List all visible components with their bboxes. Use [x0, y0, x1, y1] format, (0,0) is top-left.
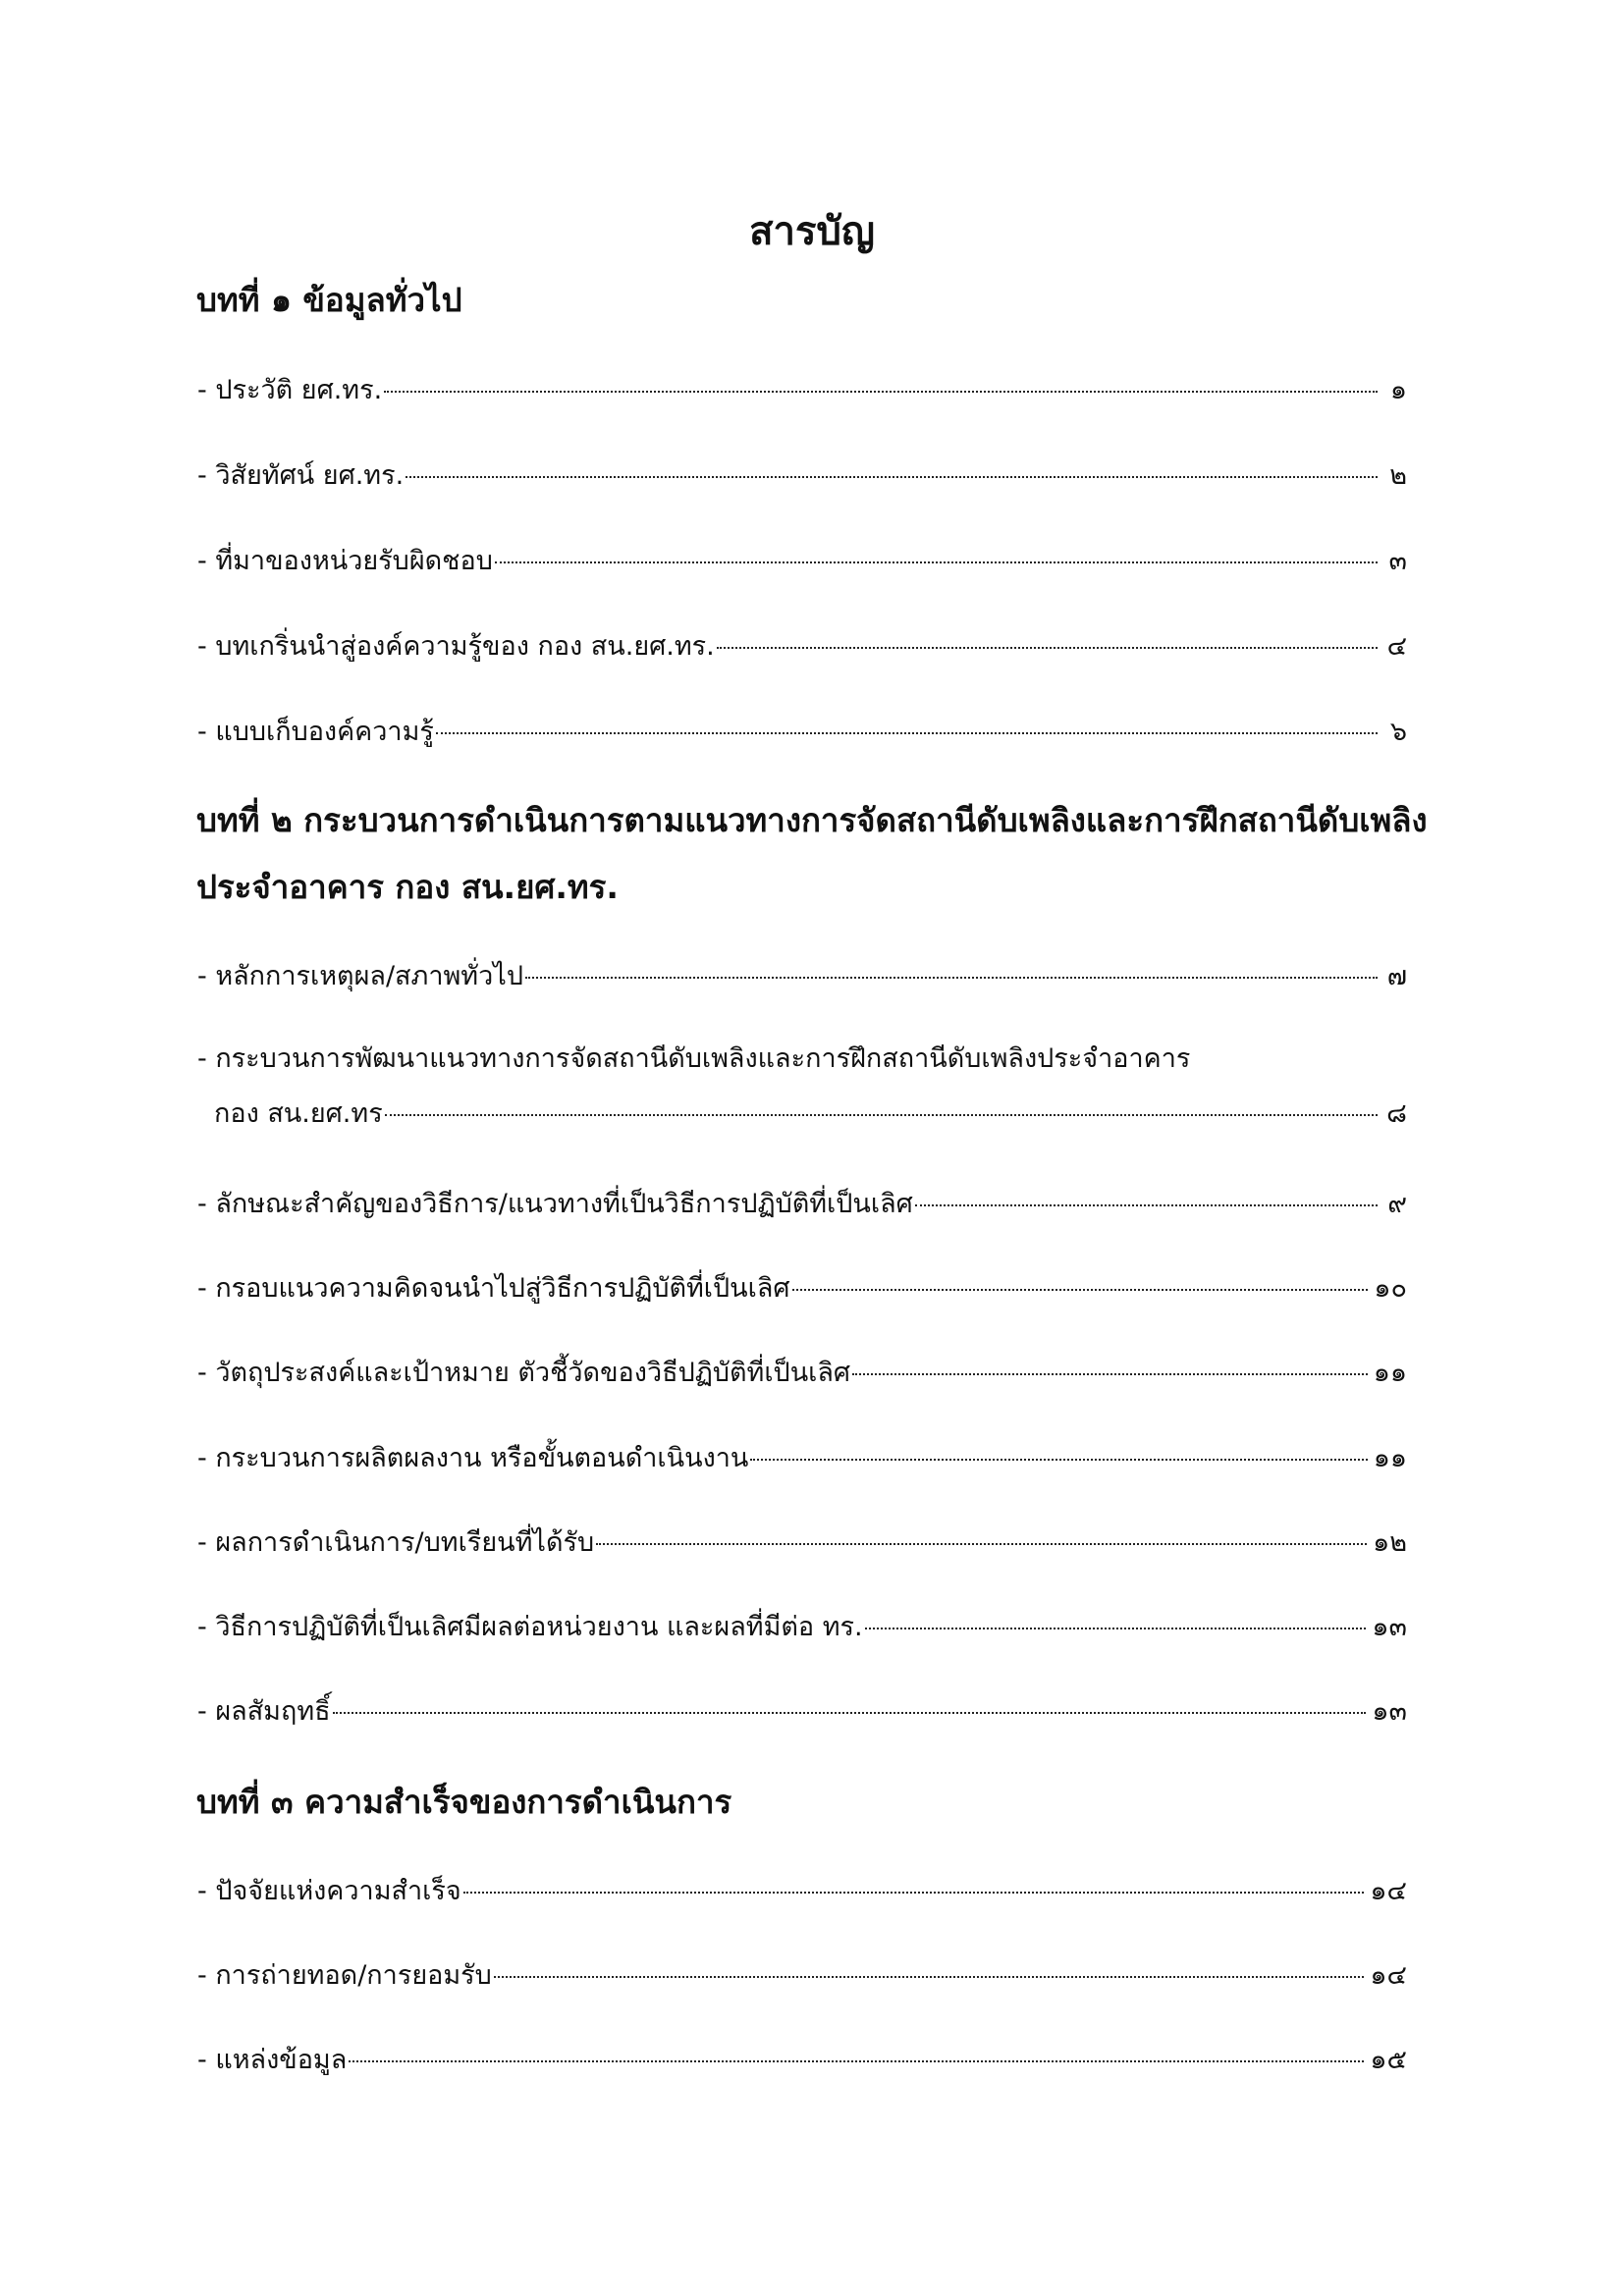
toc-entry-page: ๑๔ [1370, 1876, 1407, 1906]
toc-entry-page: ๔ [1386, 631, 1407, 662]
toc-entry [197, 1184, 1407, 1225]
document-title: สารบัญ [749, 209, 875, 254]
toc-entry [197, 541, 1407, 582]
toc-entry-page: ๑๓ [1372, 1696, 1407, 1727]
toc-entry-page: ๑๓ [1372, 1612, 1407, 1642]
dot-leader [915, 1204, 1378, 1206]
dot-leader [717, 647, 1378, 649]
toc-entry-label: - แหล่งข้อมูล [197, 2045, 348, 2075]
toc-entry-page: ๑๑ [1373, 1443, 1407, 1473]
dot-leader [333, 1712, 1367, 1714]
chapter-2-heading-cont: ประจำอาคาร กอง สน.ยศ.ทร. [196, 868, 619, 906]
toc-entry-label: - ผลสัมฤทธิ์ [197, 1696, 331, 1727]
toc-entry [197, 2040, 1407, 2081]
chapter-2-heading: บทที่ ๒ กระบวนการดำเนินการตามแนวทางการจัดสถานีดับเพลิงและการฝึกสถานีดับเพลิง [196, 801, 1428, 839]
toc-entry-page: ๑๐ [1374, 1273, 1407, 1304]
toc-entry-page: ๗ [1386, 961, 1407, 991]
chapter-1-heading: บทที่ ๑ ข้อมูลทั่วไป [196, 281, 462, 319]
toc-entry-label: - กระบวนการผลิตผลงาน หรือขั้นตอนดำเนินงาน [197, 1443, 749, 1473]
dot-leader [349, 2060, 1364, 2062]
toc-entry-label: - วิธีการปฏิบัติที่เป็นเลิศมีผลต่อหน่วยงาน และผลที่มีต่อ ทร. [197, 1612, 863, 1642]
toc-entry [197, 1871, 1407, 1912]
dot-leader [406, 476, 1378, 478]
toc-entry-page: ๑ [1389, 375, 1407, 405]
toc-entry-label: - ปัจจัยแห่งความสำเร็จ [197, 1876, 461, 1906]
toc-entry-page: ๙ [1387, 1189, 1407, 1219]
toc-entry-page: ๑๑ [1373, 1358, 1407, 1388]
toc-entry [197, 1955, 1407, 1997]
toc-entry [197, 1691, 1407, 1733]
toc-entry [197, 712, 1407, 753]
toc-entry-label: - วิสัยทัศน์ ยศ.ทร. [197, 460, 405, 491]
toc-entry-label: - การถ่ายทอด/การยอมรับ [197, 1960, 492, 1991]
toc-entry-page: ๘ [1386, 1098, 1407, 1129]
toc-entry-label: - วัตถุประสงค์และเป้าหมาย ตัวชี้วัดของวิธีปฏิบัติที่เป็นเลิศ [197, 1358, 851, 1388]
dot-leader [436, 732, 1378, 734]
toc-entry [197, 1522, 1407, 1564]
toc-entry-page: ๑๕ [1370, 2045, 1407, 2075]
toc-entry-page: ๒ [1389, 460, 1407, 491]
dot-leader [384, 391, 1378, 393]
toc-entry-page: ๓ [1388, 546, 1407, 576]
chapter-3-heading: บทที่ ๓ ความสำเร็จของการดำเนินการ [196, 1783, 732, 1821]
toc-entry-label: - ประวัติ ยศ.ทร. [197, 375, 383, 405]
toc-entry-label: - ที่มาของหน่วยรับผิดชอบ [197, 546, 493, 576]
dot-leader [463, 1892, 1365, 1894]
toc-entry [197, 1353, 1407, 1394]
toc-entry-page: ๖ [1389, 717, 1407, 747]
toc-entry-page: ๑๔ [1370, 1960, 1407, 1991]
toc-entry [197, 370, 1407, 411]
dot-leader [385, 1114, 1378, 1116]
dot-leader [494, 1976, 1365, 1978]
toc-entry [197, 1268, 1407, 1309]
toc-entry-label: - หลักการเหตุผล/สภาพทั่วไป [197, 961, 523, 991]
toc-entry-label: - แบบเก็บองค์ความรู้ [197, 717, 434, 747]
toc-entry [197, 1607, 1407, 1648]
dot-leader [865, 1628, 1367, 1629]
toc-entry-label: - บทเกริ่นนำสู่องค์ความรู้ของ กอง สน.ยศ.ทร. [197, 631, 715, 662]
toc-entry [197, 626, 1407, 667]
toc-entry [197, 1438, 1407, 1479]
toc-entry [197, 956, 1407, 997]
toc-entry-label: - ลักษณะสำคัญของวิธีการ/แนวทางที่เป็นวิธีการปฏิบัติที่เป็นเลิศ [197, 1189, 913, 1219]
toc-entry [197, 1039, 1407, 1135]
dot-leader [596, 1543, 1367, 1545]
toc-entry [197, 455, 1407, 497]
dot-leader [495, 561, 1378, 563]
dot-leader [792, 1289, 1369, 1291]
toc-entry-label-cont: กอง สน.ยศ.ทร [214, 1098, 383, 1129]
dot-leader [525, 977, 1378, 979]
toc-entry-label: - ผลการดำเนินการ/บทเรียนที่ได้รับ [197, 1527, 595, 1558]
toc-entry-label: - กรอบแนวความคิดจนนำไปสู่วิธีการปฏิบัติที่เป็นเลิศ [197, 1273, 790, 1304]
dot-leader [750, 1459, 1367, 1461]
toc-entry-label: - กระบวนการพัฒนาแนวทางการจัดสถานีดับเพลิงและการฝึกสถานีดับเพลิงประจำอาคาร [197, 1043, 1191, 1074]
dot-leader [852, 1373, 1368, 1375]
toc-entry-page: ๑๒ [1373, 1527, 1407, 1558]
